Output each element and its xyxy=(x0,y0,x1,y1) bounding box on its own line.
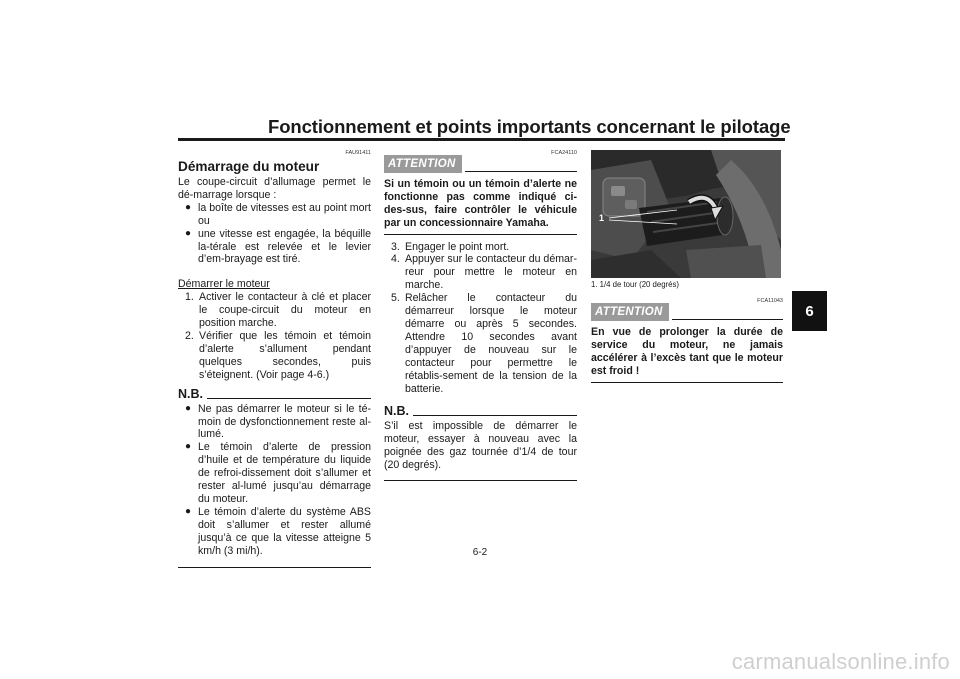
step-item: 5. Relâcher le contacteur du démarreur lorsque le moteur démarre ou après 5 secondes. Attendre 10 secondes avant d’appuyer de nouveau sur le contacteur pour permettre le rétablis-sement de la tension de la batterie. xyxy=(391,292,577,395)
nb-header: N.B. xyxy=(178,388,371,401)
column-1 xyxy=(178,150,371,568)
attention-header xyxy=(591,303,783,321)
step-item: 1. Activer le contacteur à clé et placer le coupe-circuit du moteur en position marche. xyxy=(185,291,371,330)
watermark: carmanualsonline.info xyxy=(731,649,950,674)
nb-text: S’il est impossible de démarrer le moteur, essayer à nouveau avec la poignée des gaz tournée d’1/4 de tour (20 degrés). xyxy=(384,420,577,472)
chapter-tab: 6 xyxy=(792,291,827,331)
callout-number: 1 xyxy=(599,213,605,223)
nb-end-rule xyxy=(178,567,371,568)
attention-end-rule xyxy=(591,382,783,383)
bullet-icon: ● xyxy=(185,505,192,517)
page-number: 6-2 xyxy=(472,547,488,558)
nb-bullet: ● Le témoin d’alerte de pression d’huile et de température du liquide de refroi-dissement doit s’allumer et rester al-lumé jusqu’au démarrage du moteur. xyxy=(185,441,371,505)
handlebar-throttle-photo xyxy=(591,150,781,278)
attention-label: ATTENTION xyxy=(591,303,669,321)
attention-text: Si un témoin ou un témoin d’alerte ne fonctionne pas comme indiqué ci-des-sus, faire contrôler le véhicule par un concessionnaire Yamaha. xyxy=(384,177,577,229)
nb-header: N.B. xyxy=(384,405,577,418)
column-2 xyxy=(384,150,577,481)
step-item: 3. Engager le point mort. xyxy=(391,240,510,253)
throttle-illustration xyxy=(591,150,781,278)
attention-text: En vue de prolonger la durée de service du moteur, ne jamais accélérer à l’excès tant que le moteur est froid ! xyxy=(591,325,783,377)
bullet-icon: ● xyxy=(185,441,192,453)
photo-caption: 1. 1/4 de tour (20 degrés) xyxy=(591,280,679,289)
section-code: FCA24110 xyxy=(551,150,577,156)
attention-end-rule xyxy=(384,234,577,235)
bullet-item: ● une vitesse est engagée, la béquille la-térale est relevée et le levier d’em-brayage est tiré. xyxy=(185,227,371,266)
nb-bullet: ● Le témoin d’alerte du système ABS doit s’allumer et rester allumé jusqu’à ce que la vitesse atteigne 5 km/h (3 mi/h). xyxy=(185,505,371,557)
subheading: Démarrer le moteur xyxy=(178,278,270,291)
header-rule xyxy=(178,138,785,141)
attention-label: ATTENTION xyxy=(384,155,462,173)
page-header-title: Fonctionnement et points importants concernant le pilotage xyxy=(268,116,791,137)
column-3 xyxy=(591,150,783,383)
bullet-icon: ● xyxy=(185,201,192,213)
section-heading: Démarrage du moteur xyxy=(178,159,320,174)
section-code: FAU91411 xyxy=(345,150,371,156)
section-code: FCA11043 xyxy=(757,298,783,304)
bullet-icon: ● xyxy=(185,402,192,414)
nb-bullet: ● Ne pas démarrer le moteur si le té-moin de dysfonctionnement reste al-lumé. xyxy=(185,402,371,441)
step-item: 4. Appuyer sur le contacteur du démar-reur pour mettre le moteur en marche. xyxy=(391,253,577,292)
nb-end-rule xyxy=(384,480,577,481)
intro-text: Le coupe-circuit d’allumage permet le dé-marrage lorsque : xyxy=(178,176,371,201)
bullet-icon: ● xyxy=(185,227,192,239)
bullet-item: ● la boîte de vitesses est au point mort ou xyxy=(185,201,371,227)
step-item: 2. Vérifier que les témoin et témoin d’alerte s’allument pendant quelques secondes, puis s’éteignent. (Voir page 4-6.) xyxy=(185,329,371,381)
attention-header xyxy=(384,155,577,173)
